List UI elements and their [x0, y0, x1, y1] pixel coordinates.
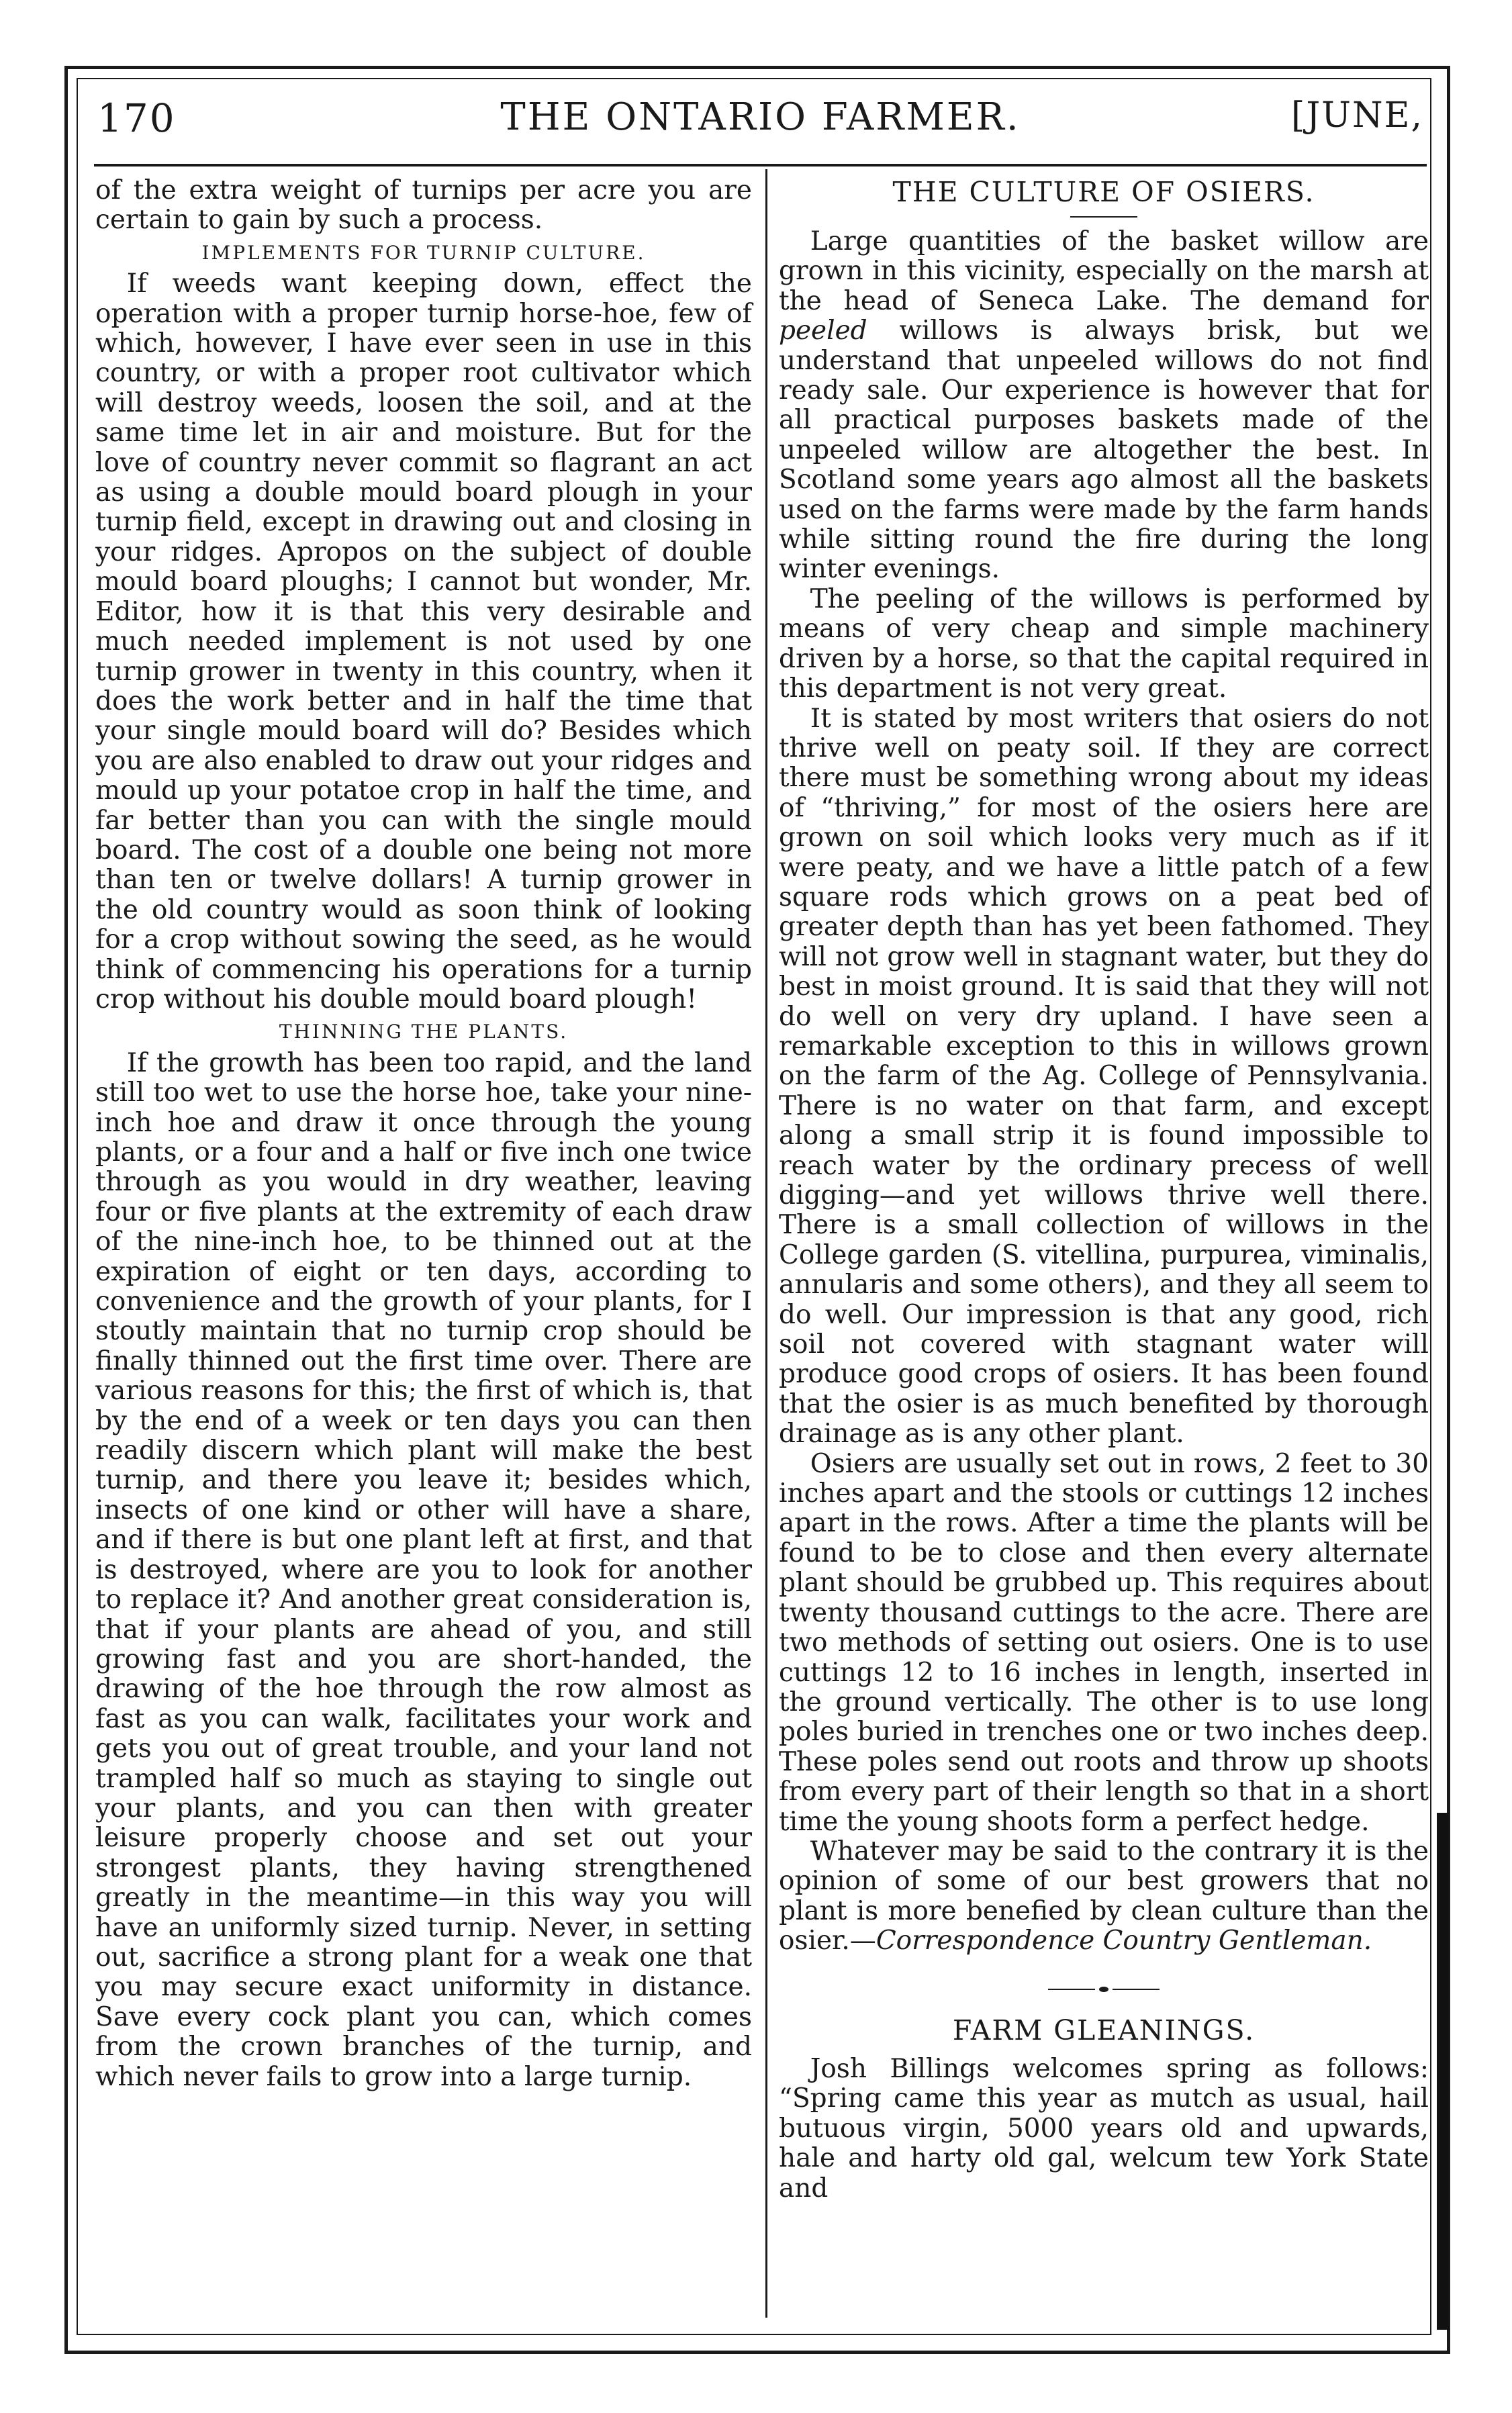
- journal-title: THE ONTARIO FARMER.: [500, 95, 1021, 139]
- implements-paragraph: If weeds want keeping down, effect the operation with a proper turnip horse-hoe, few of which, however, I have ever seen in use in this country, or with a proper root cultivator which will destroy weeds, loosen the soil, and at the same time let in air and moisture. But for the love of country never commit so flagrant an act as using a double mould board plough in your turnip field, except in drawing out and closing in your ridges. Apropos on the subject of double mould board ploughs; I cannot but wonder, Mr. Editor, how it is that this very desirable and much needed implement is not used by one turnip grower in twenty in this country, when it does the work better and in half the time that your single mould board will do? Besides which you are also enabled to draw out your ridges and mould up your potatoe crop in half the time, and far better than you can with the single mould board. The cost of a double one being not more than ten or twelve dollars! A turnip grower in the old country would as soon think of looking for a crop without sowing the seed, as he would think of commencing his operations for a turnip crop without his double mould board plough!: [95, 269, 752, 1014]
- osiers-paragraph-1: Large quantities of the basket willow are grown in this vicinity, especially on the marsh at the head of Seneca Lake. The demand for peeled willows is always brisk, but we understand that unpeeled willows do not find ready sale. Our experience is however that for all practical purposes baskets made of the unpeeled willow are altogether the best. In Scotland some years ago almost all the baskets used on the farms were made by the farm hands while sitting round the fire during the long winter evenings.: [779, 226, 1429, 585]
- gleanings-heading: FARM GLEANINGS.: [952, 2014, 1256, 2046]
- section-ornament: [779, 1974, 1429, 2003]
- osiers-heading-rule: [1070, 216, 1137, 218]
- osiers-paragraph-5: Whatever may be said to the contrary it is the opinion of some of our best growers that no plant is more benefied by clean culture than the osier.—Correspondence Country Gentleman.: [779, 1836, 1429, 1956]
- binding-edge-shadow: [1437, 1813, 1449, 2330]
- peeled-emphasis: peeled: [779, 316, 867, 346]
- thinning-paragraph: If the growth has been too rapid, and the land still too wet to use the horse hoe, take your nine-inch hoe and draw it once through the young plants, or a four and a half or five inch one twice through as you would in dry weather, leaving four or five plants at the extremity of each draw of the nine-inch hoe, to be thinned out at the expiration of eight or ten days, according to convenience and the growth of your plants, for I stoutly maintain that no turnip crop should be finally thinned out the first time over. There are various reasons for this; the first of which is, that by the end of a week or ten days you can then readily discern which plant will make the best turnip, and there you leave it; besides which, insects of one kind or other will have a share, and if there is but one plant left at first, and that is destroyed, where are you to look for another to replace it? And another great consideration is, that if your plants are ahead of you, and still growing fast and you are short-handed, the drawing of the hoe through the row almost as fast as you can walk, facilitates your work and gets you out of great trouble, and your land not trampled half so much as staying to single out your plants, and you can then with greater leisure properly choose and set out your strongest plants, they having strengthened greatly in the meantime—in this way you will have an uniformly sized turnip. Never, in setting out, sacrifice a strong plant for a weak one that you may secure exact uniformity in distance. Save every cock plant you can, which comes from the crown branches of the turnip, and which never fails to grow into a large turnip.: [95, 1047, 752, 2092]
- osiers-paragraph-3: It is stated by most writers that osiers do not thrive well on peaty soil. If they are correct there must be something wrong about my ideas of “thriving,” for most of the osiers here are grown on soil which looks very much as if it were peaty, and we have a little patch of a few square rods which grows on a peat bed of greater depth than has yet been fathomed. They will not grow well in stagnant water, but they do best in moist ground. It is said that they will not do well on very dry upland. I have seen a remarkable exception to this in willows grown on the farm of the Ag. College of Pennsylvania. There is no water on that farm, and except along a small strip it is found impossible to reach water by the ordinary precess of well digging—and yet willows thrive well there. There is a small collection of willows in the College garden (S. vitellina, purpurea, viminalis, annularis and some others), and they all seem to do well. Our impression is that any good, rich soil not covered with stagnant water will produce good crops of osiers. It has been found that the osier is as much benefited by thorough drainage as is any other plant.: [779, 703, 1429, 1450]
- implements-heading: IMPLEMENTS FOR TURNIP CULTURE.: [201, 241, 646, 264]
- issue-month: [JUNE,: [1291, 95, 1423, 136]
- source-credit: Correspondence Country Gentleman.: [876, 1926, 1372, 1956]
- page-number: 170: [97, 95, 176, 141]
- right-column: [779, 176, 1429, 2204]
- thinning-heading: THINNING THE PLANTS.: [279, 1021, 569, 1043]
- page-header: [97, 89, 1423, 158]
- intro-paragraph: of the extra weight of turnips per acre you are certain to gain by such a process.: [95, 175, 752, 236]
- osiers-paragraph-4: Osiers are usually set out in rows, 2 feet to 30 inches apart and the stools or cuttings 12 inches apart in the rows. After a time the plants will be found to be to close and then every alternate plant should be grubbed up. This requires about twenty thousand cuttings to the acre. There are two methods of setting out osiers. One is to use cuttings 12 to 16 inches in length, inserted in the ground vertically. The other is to use long poles buried in trenches one or two inches deep. These poles send out roots and throw up shoots from every part of their length so that in a short time the young shoots form a perfect hedge.: [779, 1448, 1429, 1837]
- osiers-paragraph-2: The peeling of the willows is performed by means of very cheap and simple machinery driven by a horse, so that the capital required in this department is not very great.: [779, 583, 1429, 704]
- left-column: [95, 176, 752, 2092]
- osiers-heading: THE CULTURE OF OSIERS.: [892, 176, 1315, 208]
- gleanings-paragraph: Josh Billings welcomes spring as follows: “Spring came this year as mutch as usual, hail butuous virgin, 5000 years old and upwards, hale and harty old gal, welcum tew York State and: [779, 2053, 1429, 2204]
- header-rule: [94, 164, 1427, 167]
- column-divider: [765, 169, 767, 2318]
